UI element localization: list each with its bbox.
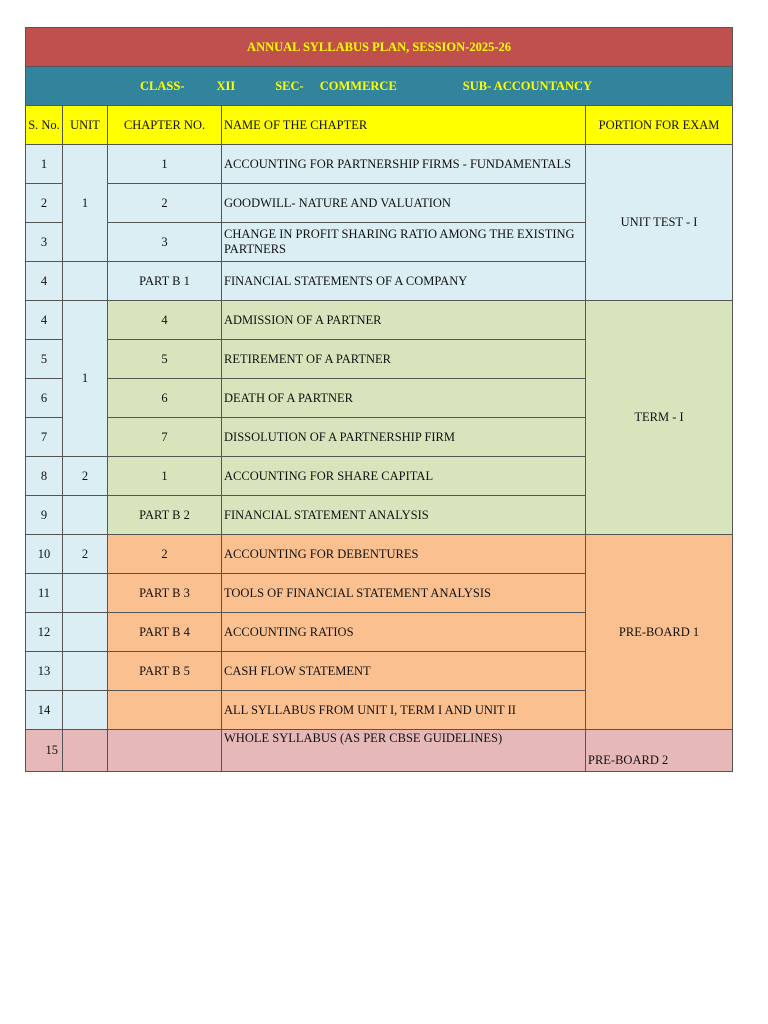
unit-cell	[63, 496, 108, 535]
chapter-name-cell: DISSOLUTION OF A PARTNERSHIP FIRM	[222, 418, 586, 457]
chapter-cell: PART B 2	[108, 496, 222, 535]
syllabus-table	[25, 27, 733, 772]
unit-cell: 2	[63, 535, 108, 574]
chapter-name-cell: TOOLS OF FINANCIAL STATEMENT ANALYSIS	[222, 574, 586, 613]
unit-cell	[63, 691, 108, 730]
class-value: XII	[216, 78, 236, 93]
unit-cell	[63, 574, 108, 613]
chapter-cell: PART B 4	[108, 613, 222, 652]
chapter-cell: PART B 5	[108, 652, 222, 691]
chapter-name-cell: FINANCIAL STATEMENT ANALYSIS	[222, 496, 586, 535]
page-title: ANNUAL SYLLABUS PLAN, SESSION-2025-26	[26, 28, 733, 67]
class-label: CLASS-	[140, 78, 185, 93]
sno-cell: 2	[26, 184, 63, 223]
chapter-cell: 3	[108, 223, 222, 262]
chapter-name-cell: ACCOUNTING FOR DEBENTURES	[222, 535, 586, 574]
sno-cell: 4	[26, 262, 63, 301]
header-row	[26, 106, 733, 145]
sno-cell: 9	[26, 496, 63, 535]
unit-cell: 1	[63, 145, 108, 262]
unit-cell	[63, 262, 108, 301]
portion-unit-test-1: UNIT TEST - I	[586, 145, 733, 301]
chapter-name-cell: ACCOUNTING RATIOS	[222, 613, 586, 652]
unit-cell: 2	[63, 457, 108, 496]
table-row	[26, 301, 733, 340]
sno-cell: 11	[26, 574, 63, 613]
class-info-row	[26, 67, 733, 106]
sno-cell: 15	[26, 730, 63, 772]
chapter-name-cell: ALL SYLLABUS FROM UNIT I, TERM I AND UNIT II	[222, 691, 586, 730]
unit-cell: 1	[63, 301, 108, 457]
chapter-cell: 5	[108, 340, 222, 379]
chapter-cell: PART B 3	[108, 574, 222, 613]
sno-cell: 12	[26, 613, 63, 652]
sno-cell: 14	[26, 691, 63, 730]
subject-label: SUB- ACCOUNTANCY	[462, 78, 593, 93]
sno-cell: 1	[26, 145, 63, 184]
chapter-cell: 4	[108, 301, 222, 340]
chapter-name-cell: ACCOUNTING FOR PARTNERSHIP FIRMS - FUNDAMENTALS	[222, 145, 586, 184]
chapter-name-cell: WHOLE SYLLABUS (AS PER CBSE GUIDELINES)	[222, 730, 586, 772]
chapter-cell: 7	[108, 418, 222, 457]
sno-cell: 3	[26, 223, 63, 262]
chapter-cell: 1	[108, 457, 222, 496]
sno-cell: 10	[26, 535, 63, 574]
chapter-cell: PART B 1	[108, 262, 222, 301]
sno-cell: 13	[26, 652, 63, 691]
chapter-name-cell: CASH FLOW STATEMENT	[222, 652, 586, 691]
portion-term-1: TERM - I	[586, 301, 733, 535]
chapter-cell: 6	[108, 379, 222, 418]
chapter-cell	[108, 730, 222, 772]
sno-cell: 7	[26, 418, 63, 457]
table-row	[26, 730, 733, 772]
header-name: NAME OF THE CHAPTER	[222, 106, 586, 145]
chapter-name-cell: GOODWILL- NATURE AND VALUATION	[222, 184, 586, 223]
chapter-name-cell: DEATH OF A PARTNER	[222, 379, 586, 418]
chapter-cell: 1	[108, 145, 222, 184]
portion-pre-board-1: PRE-BOARD 1	[586, 535, 733, 730]
class-info	[28, 79, 730, 94]
chapter-name-cell: CHANGE IN PROFIT SHARING RATIO AMONG THE EXISTING PARTNERS	[222, 223, 586, 262]
chapter-name-cell: RETIREMENT OF A PARTNER	[222, 340, 586, 379]
unit-cell	[63, 613, 108, 652]
sno-cell: 5	[26, 340, 63, 379]
header-sno: S. No.	[26, 106, 63, 145]
sec-label: SEC-	[275, 78, 304, 93]
sno-cell: 8	[26, 457, 63, 496]
chapter-cell: 2	[108, 535, 222, 574]
chapter-cell: 2	[108, 184, 222, 223]
unit-cell	[63, 652, 108, 691]
table-row	[26, 145, 733, 184]
chapter-name-cell: FINANCIAL STATEMENTS OF A COMPANY	[222, 262, 586, 301]
table-row	[26, 535, 733, 574]
chapter-name-cell: ADMISSION OF A PARTNER	[222, 301, 586, 340]
header-chapter: CHAPTER NO.	[108, 106, 222, 145]
chapter-name-cell: ACCOUNTING FOR SHARE CAPITAL	[222, 457, 586, 496]
sno-cell: 6	[26, 379, 63, 418]
unit-cell	[63, 730, 108, 772]
header-portion: PORTION FOR EXAM	[586, 106, 733, 145]
title-row	[26, 28, 733, 67]
header-unit: UNIT	[63, 106, 108, 145]
chapter-cell	[108, 691, 222, 730]
sec-value: COMMERCE	[319, 78, 397, 93]
portion-pre-board-2: PRE-BOARD 2	[586, 730, 733, 772]
sno-cell: 4	[26, 301, 63, 340]
